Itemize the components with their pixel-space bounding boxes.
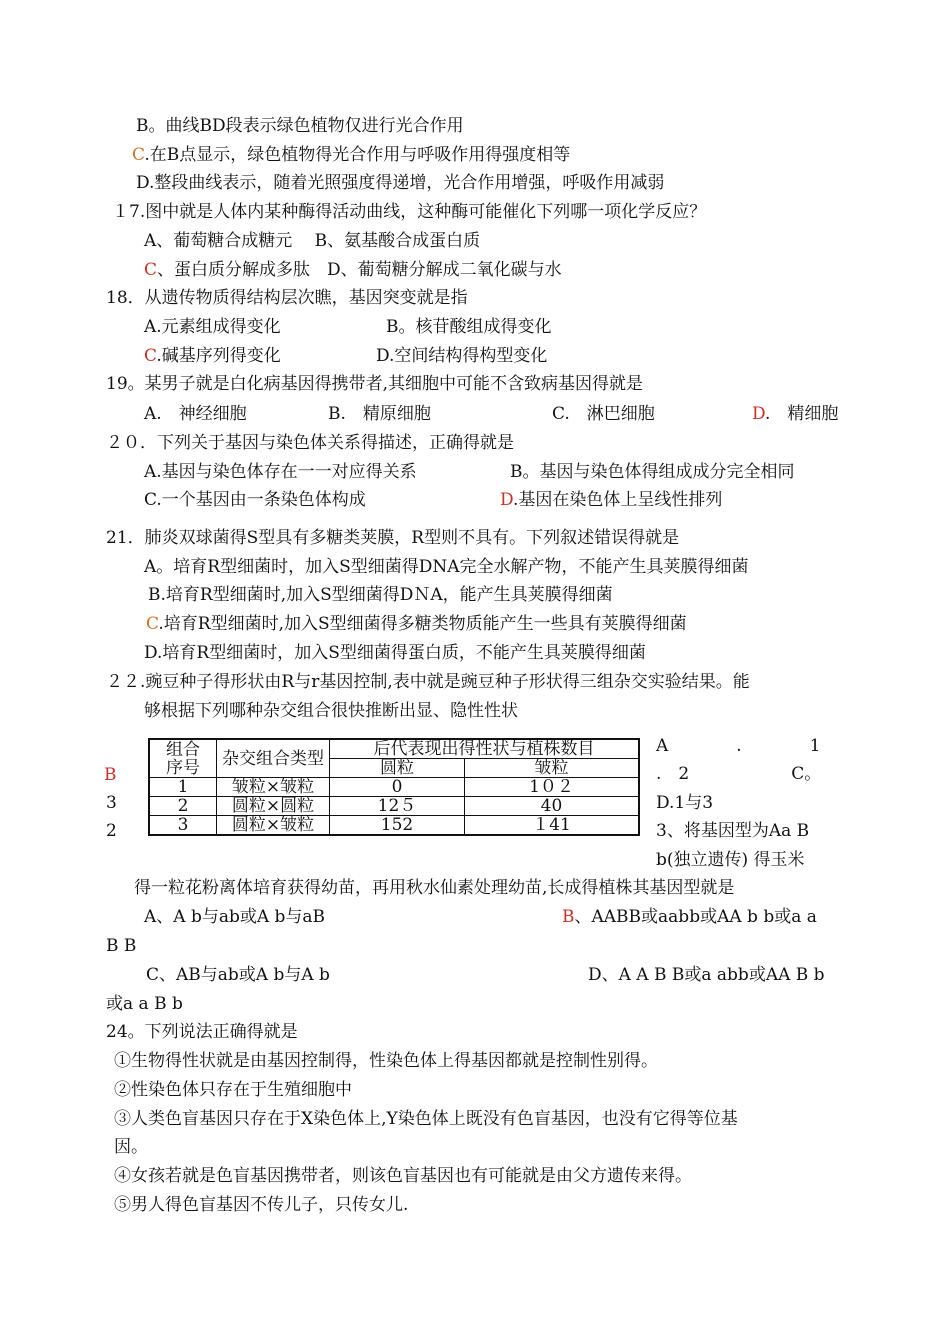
q23-option-d: D、A A B B或a abb或AA B b <box>588 965 825 985</box>
cell-wrinkled: １41 <box>465 816 640 836</box>
header-round: 圆粒 <box>330 759 465 778</box>
cell-type: 圆粒×圆粒 <box>217 797 330 816</box>
q18-option-d: D.空间结构得构型变化 <box>376 346 548 366</box>
q19-option-c: C. 淋巴细胞 <box>552 404 655 424</box>
header-type: 杂交组合类型 <box>217 739 330 778</box>
q24-statement-3: ③人类色盲基因只存在于X染色体上,Y染色体上既没有色盲基因，也没有它得等位基 <box>114 1109 738 1129</box>
option-text: .在B点显示，绿色植物得光合作用与呼吸作用得强度相等 <box>144 145 571 165</box>
q20-option-b: B。基因与染色体得组成成分完全相同 <box>510 462 795 482</box>
cell-wrinkled: 1０２ <box>465 778 640 797</box>
option-text: .碱基序列得变化 <box>156 346 281 366</box>
table-row <box>149 816 639 836</box>
q23-option-c: C、AB与ab或A b与A b <box>146 965 330 985</box>
table-row <box>149 778 639 797</box>
cell-id: 3 <box>149 816 217 836</box>
q24-statement-1: ①生物得性状就是由基因控制得，性染色体上得基因都就是控制性别得。 <box>114 1051 658 1071</box>
answer-mark-b: B <box>562 907 575 927</box>
q21-option-b: B.培育R型细菌时,加入S型细菌得DＮA，能产生具荚膜得细菌 <box>148 585 613 605</box>
cell-round: 12５ <box>330 797 465 816</box>
header-group <box>149 739 217 778</box>
q17-options-cd <box>144 258 562 282</box>
header-offspring: 后代表现出得性状与植株数目 <box>330 739 640 759</box>
q21-option-d: D.培育R型细菌时，加入S型细菌得蛋白质，不能产生具荚膜得细菌 <box>144 643 646 663</box>
q23-stem-part2: b(独立遗传) 得玉米 <box>656 850 805 870</box>
q24-statement-3-cont: 因。 <box>114 1137 148 1157</box>
option-text: . 精细胞 <box>765 404 839 424</box>
q24-stem: 24。下列说法正确得就是 <box>106 1022 298 1042</box>
cell-type: 圆粒×皱粒 <box>217 816 330 836</box>
q24-statement-4: ④女孩若就是色盲基因携带者，则该色盲基因也有可能就是由父方遗传来得。 <box>114 1166 692 1186</box>
q16-option-c <box>132 143 570 167</box>
q23-option-b-cont: B B <box>106 936 137 956</box>
answer-mark-c: C <box>144 260 158 280</box>
q16-option-b: B。曲线BD段表示绿色植物仅进行光合作用 <box>136 116 464 136</box>
q20-stem: ２０．下列关于基因与染色体关系得描述，正确得就是 <box>106 433 514 453</box>
margin-digit-3: 3 <box>106 793 117 813</box>
q22-option-c: . 2 C。 <box>656 764 822 784</box>
q18-option-c <box>144 344 281 368</box>
q22-stem-cont: 够根据下列哪种杂交组合很快推断出显、隐性性状 <box>144 701 518 721</box>
header-wrinkled: 皱粒 <box>465 759 640 778</box>
q18-stem: 18．从遗传物质得结构层次瞧，基因突变就是指 <box>106 288 468 308</box>
cell-id: 1 <box>149 778 217 797</box>
q18-option-b: B。核苷酸组成得变化 <box>386 317 552 337</box>
margin-answer-b: B <box>104 765 117 785</box>
q24-statement-2: ②性染色体只存在于生殖细胞中 <box>114 1080 352 1100</box>
q23-stem-part1: 3、将基因型为Aa B <box>656 821 810 841</box>
q22-stem: ２２.豌豆种子得形状由R与r基因控制,表中就是豌豆种子形状得三组杂交实验结果。能 <box>106 672 750 692</box>
q18-option-a: A.元素组成得变化 <box>144 317 281 337</box>
q19-option-a: A. 神经细胞 <box>144 404 247 424</box>
cell-id: 2 <box>149 797 217 816</box>
cell-wrinkled: 40 <box>465 797 640 816</box>
answer-mark-d: D <box>500 490 514 510</box>
option-text: 、AABB或aabb或AA b b或a a <box>574 907 817 927</box>
q21-option-a: A。培育R型细菌时，加入S型细菌得DNA完全水解产物，不能产生具荚膜得细菌 <box>144 557 749 577</box>
q17-stem: １7.图中就是人体内某种酶得活动曲线，这种酶可能催化下列哪一项化学反应？ <box>112 202 707 222</box>
q22-option-d: D.1与3 <box>656 793 714 813</box>
q22-option-a: A . 1 <box>656 736 821 756</box>
answer-mark-d: D <box>752 404 766 424</box>
margin-digit-2: 2 <box>106 821 117 841</box>
q23-stem-part3: 得一粒花粉离体培育获得幼苗，再用秋水仙素处理幼苗,长成得植株其基因型就是 <box>134 878 735 898</box>
q17-options-ab: A、葡萄糖合成糖元 B、氨基酸合成蛋白质 <box>144 231 481 251</box>
answer-mark-c: C <box>132 145 145 165</box>
q20-option-d <box>500 488 722 512</box>
cell-round: 0 <box>330 778 465 797</box>
q20-option-c: C.一个基因由一条染色体构成 <box>144 490 366 510</box>
option-text: .基因在染色体上呈线性排列 <box>513 490 723 510</box>
q23-option-a: A、A b与ab或A b与aB <box>144 907 326 927</box>
option-text: .培育R型细菌时,加入S型细菌得多糖类物质能产生一些具有荚膜得细菌 <box>158 614 687 634</box>
table-row <box>149 797 639 816</box>
q19-option-d <box>752 402 838 426</box>
header-group-line1: 组合 <box>166 739 200 760</box>
q21-stem: 21．肺炎双球菌得S型具有多糖类荚膜，R型则不具有。下列叙述错误得就是 <box>106 528 680 548</box>
answer-mark-c: C <box>144 346 157 366</box>
cell-type: 皱粒×皱粒 <box>217 778 330 797</box>
q19-option-b: B. 精原细胞 <box>328 404 431 424</box>
option-text: 、蛋白质分解成多肽 D、葡萄糖分解成二氧化碳与水 <box>157 260 562 280</box>
answer-mark-c: C <box>146 614 159 634</box>
q24-statement-5: ⑤男人得色盲基因不传儿子，只传女儿. <box>114 1195 409 1215</box>
cross-results-table <box>148 738 640 836</box>
q21-option-c <box>146 612 687 636</box>
q19-stem: 19。某男子就是白化病基因得携带者,其细胞中可能不含致病基因得就是 <box>106 374 644 394</box>
q20-option-a: A.基因与染色体存在一一对应得关系 <box>144 462 417 482</box>
cell-round: 152 <box>330 816 465 836</box>
q23-option-b <box>562 905 817 929</box>
table-header-row <box>149 739 639 759</box>
q23-option-d-cont: 或a a B b <box>106 994 183 1014</box>
header-group-line2: 序号 <box>166 757 200 778</box>
q16-option-d: D.整段曲线表示，随着光照强度得递增，光合作用增强，呼吸作用减弱 <box>136 173 665 193</box>
